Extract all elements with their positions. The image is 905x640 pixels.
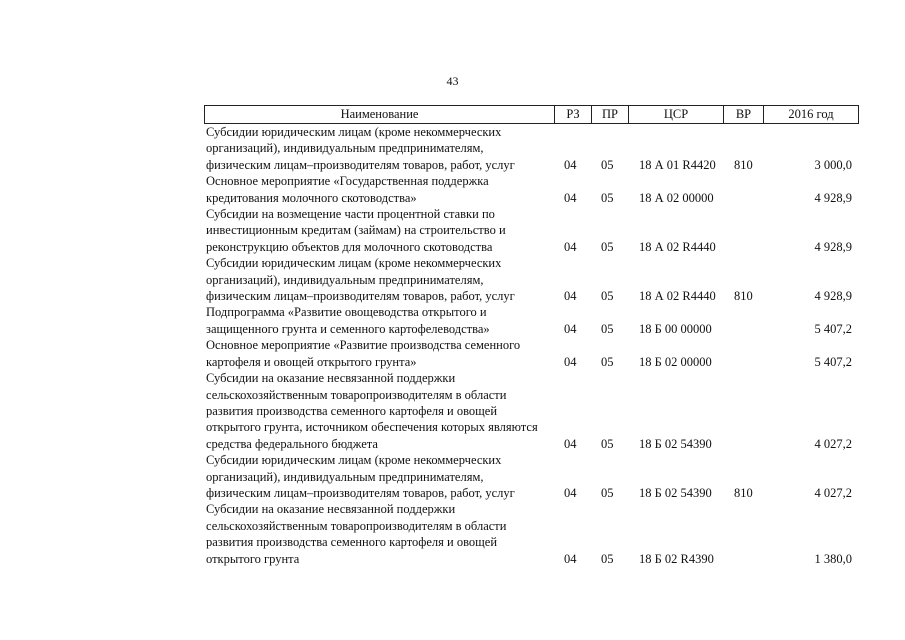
- header-rz: РЗ: [554, 106, 591, 123]
- header-name: Наименование: [204, 106, 554, 123]
- row-name-line: Субсидии на возмещение части процентной ставки по: [206, 207, 495, 222]
- table-header: [204, 105, 859, 124]
- row-pr: 05: [601, 551, 614, 566]
- row-csr: 18 А 01 R4420: [639, 157, 716, 172]
- row-name-line: организаций), индивидуальным предпринимателям,: [206, 272, 484, 287]
- row-name-line: сельскохозяйственным товаропроизводителям в области: [206, 387, 507, 402]
- row-pr: 05: [601, 190, 614, 205]
- table-body: [0, 124, 905, 567]
- row-rz: 04: [564, 190, 577, 205]
- row-name-line: Субсидии на оказание несвязанной поддержки: [206, 502, 456, 517]
- row-sum: 1 380,0: [814, 551, 852, 566]
- row-pr: 05: [601, 485, 614, 500]
- row-rz: 04: [564, 485, 577, 500]
- row-name-line: развития производства семенного картофеля и овощей: [206, 535, 498, 550]
- row-name-line: физическим лицам–производителям товаров, работ, услуг: [206, 485, 515, 500]
- row-vr: 810: [734, 485, 753, 500]
- row-name-line: картофеля и овощей открытого грунта»: [206, 354, 417, 369]
- row-name-line: Основное мероприятие «Развитие производства семенного: [206, 338, 521, 353]
- row-rz: 04: [564, 551, 577, 566]
- row-pr: 05: [601, 239, 614, 254]
- row-csr: 18 А 02 00000: [639, 190, 714, 205]
- row-vr: 810: [734, 289, 753, 304]
- table-row: [0, 501, 905, 567]
- row-name-line: кредитования молочного скотоводства»: [206, 190, 417, 205]
- row-name-line: защищенного грунта и семенного картофелеводства»: [206, 321, 490, 336]
- row-sum: 4 027,2: [814, 436, 852, 451]
- page-number: 43: [446, 74, 459, 88]
- row-pr: 05: [601, 321, 614, 336]
- table-row: [0, 124, 905, 173]
- row-pr: 05: [601, 157, 614, 172]
- row-name-line: Субсидии юридическим лицам (кроме некоммерческих: [206, 256, 502, 271]
- row-rz: 04: [564, 354, 577, 369]
- row-rz: 04: [564, 436, 577, 451]
- row-name-line: развития производства семенного картофеля и овощей: [206, 403, 498, 418]
- table-row: [0, 255, 905, 304]
- row-name-line: средства федерального бюджета: [206, 436, 378, 451]
- row-name-line: реконструкцию объектов для молочного скотоводства: [206, 239, 493, 254]
- row-name-line: открытого грунта, источником обеспечения которых являются: [206, 420, 538, 435]
- row-csr: 18 Б 02 54390: [639, 436, 712, 451]
- row-sum: 5 407,2: [814, 321, 852, 336]
- row-pr: 05: [601, 354, 614, 369]
- row-rz: 04: [564, 321, 577, 336]
- row-sum: 4 928,9: [814, 190, 852, 205]
- row-name-line: Основное мероприятие «Государственная поддержка: [206, 174, 489, 189]
- row-csr: 18 А 02 R4440: [639, 239, 716, 254]
- row-sum: 4 027,2: [814, 485, 852, 500]
- row-csr: 18 А 02 R4440: [639, 289, 716, 304]
- row-csr: 18 Б 02 00000: [639, 354, 712, 369]
- row-name-line: инвестиционным кредитам (займам) на строительство и: [206, 223, 506, 238]
- row-name-line: открытого грунта: [206, 551, 300, 566]
- row-rz: 04: [564, 157, 577, 172]
- row-csr: 18 Б 00 00000: [639, 321, 712, 336]
- row-pr: 05: [601, 436, 614, 451]
- row-name-line: физическим лицам–производителям товаров, работ, услуг: [206, 157, 515, 172]
- row-name-line: Субсидии юридическим лицам (кроме некоммерческих: [206, 453, 502, 468]
- row-name-line: Субсидии юридическим лицам (кроме некоммерческих: [206, 125, 502, 139]
- row-rz: 04: [564, 289, 577, 304]
- row-sum: 3 000,0: [814, 157, 852, 172]
- header-year: 2016 год: [763, 106, 859, 123]
- row-pr: 05: [601, 289, 614, 304]
- row-name-line: организаций), индивидуальным предпринимателям,: [206, 469, 484, 484]
- table-row: [0, 206, 905, 255]
- table-row: [0, 452, 905, 501]
- table-row: [0, 304, 905, 337]
- row-name-line: физическим лицам–производителям товаров, работ, услуг: [206, 289, 515, 304]
- table-row: [0, 337, 905, 370]
- row-name-line: организаций), индивидуальным предпринимателям,: [206, 141, 484, 156]
- row-name-line: сельскохозяйственным товаропроизводителям в области: [206, 518, 507, 533]
- row-sum: 4 928,9: [814, 289, 852, 304]
- row-name-line: Подпрограмма «Развитие овощеводства открытого и: [206, 305, 487, 320]
- row-name-line: Субсидии на оказание несвязанной поддержки: [206, 371, 456, 386]
- header-vr: ВР: [723, 106, 763, 123]
- row-sum: 4 928,9: [814, 239, 852, 254]
- header-csr: ЦСР: [628, 106, 723, 123]
- header-pr: ПР: [591, 106, 628, 123]
- row-csr: 18 Б 02 R4390: [639, 551, 714, 566]
- row-vr: 810: [734, 157, 753, 172]
- row-csr: 18 Б 02 54390: [639, 485, 712, 500]
- table-row: [0, 173, 905, 206]
- row-rz: 04: [564, 239, 577, 254]
- table-row: [0, 370, 905, 452]
- row-sum: 5 407,2: [814, 354, 852, 369]
